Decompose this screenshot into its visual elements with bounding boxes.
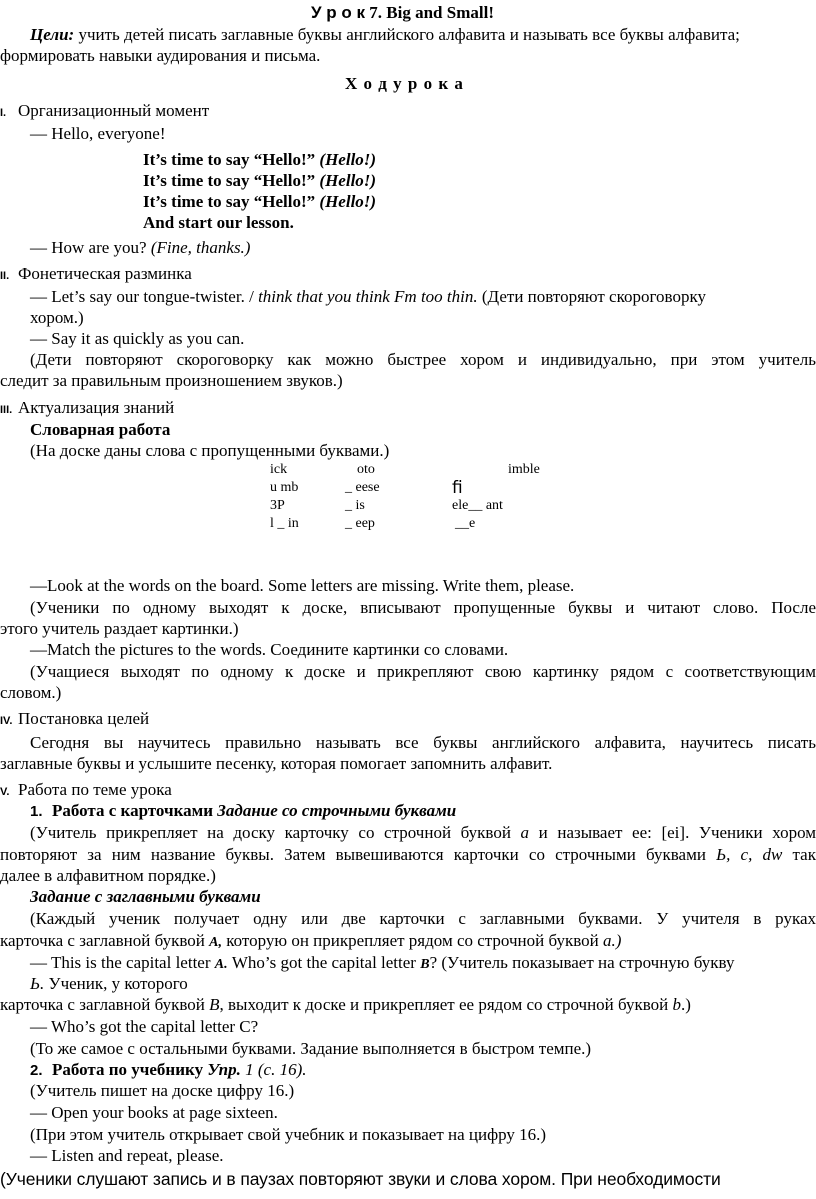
board-word: __e [455,516,476,531]
section-4-title: Постановка целей [18,709,150,728]
vocab-subtitle: Словарная работа [30,420,171,439]
tongue-twister-cont: хором.) [30,308,84,327]
capitals-line-4: Ь. Ученик, у которого [30,974,188,993]
board-word: ﬁ [452,478,463,498]
section-3-note-2-cont: словом.) [0,683,62,702]
section-5-heading [0,780,172,802]
goals-text-cont: формировать навыки аудирования и письма. [0,46,321,65]
board-word: imble [508,462,540,477]
board-word: _ eese [345,480,380,495]
section-3-note-2: (Учащиеся выходят по одному к доске и прикрепляют свою картинку рядом с соответствующим [30,662,816,681]
goals-label: Цели: [30,25,75,44]
rhyme-line-4: And start our lesson. [143,213,294,232]
capitals-line-2: карточка с заглавной буквой А, которую он прикрепляет рядом со строчной буквой а.) [0,931,622,950]
look-at-board-line: —Look at the words on the board. Some letters are missing. Write them, please. [30,576,575,595]
rhyme-line-1: It’s time to say “Hello!” (Hello!) [143,150,377,169]
lesson-heading [311,3,494,23]
board-word: l _ in [270,516,299,531]
course-title: Х о д у р о к а [345,74,464,93]
section-5-title: Работа по теме урока [18,780,172,799]
section-1-heading [0,101,209,123]
section-3-note-1: (Ученики по одному выходят к доске, вписывают пропущенные буквы и читают слово. После [30,598,816,617]
task-2-line-1: (Учитель пишет на доске цифру 16.) [30,1081,295,1100]
greeting-line: — Hello, everyone! [30,124,166,143]
section-4-text-cont: заглавные буквы и услышите песенку, которая помогает запомнить алфавит. [0,754,553,773]
section-3-title: Актуализация знаний [18,398,175,417]
task-2-line-3: (При этом учитель открывает свой учебник и показывает на цифру 16.) [30,1125,547,1144]
task-1-line-2: повторяют за ним название буквы. Затем вывешиваются карточки со строчными буквами Ь, c, dw так [0,845,816,864]
board-intro: (На доске даны слова с пропущенными буквами.) [30,441,390,460]
tongue-twister-line: — Let’s say our tongue-twister. / think that you think Fm too thin. (Дети повторяют скороговорку [30,287,706,306]
section-2-note-cont: следит за правильным произношением звуков.) [0,371,343,390]
capitals-task-title: Задание с заглавными буквами [30,887,261,906]
board-word: ick [270,462,288,477]
section-2-numeral: II. [0,270,10,282]
capitals-line-6: — Who’s got the capital letter С? [30,1017,259,1036]
lesson-title: 7. Big and Small! [369,3,494,22]
board-word: ele__ ant [452,498,503,513]
capitals-line-5: карточка с заглавной буквой В, выходит к доске и прикрепляет ее рядом со строчной буквой b.) [0,995,691,1014]
how-are-you-line: — How are you? (Fine, thanks.) [30,238,251,257]
board-word: oto [357,462,375,477]
board-word: _ eep [345,516,375,531]
section-4-numeral: IV. [0,715,13,727]
task-1-line-3: далее в алфавитном порядке.) [0,866,216,885]
section-1-numeral: I. [0,107,7,119]
board-word: _ is [345,498,365,513]
task-1-heading: 1. Работа с карточками Задание со строчными буквами [30,801,457,820]
section-3-numeral: III. [0,404,13,416]
section-5-numeral: V. [0,786,10,798]
section-4-heading [0,709,149,731]
task-2-line-2: — Open your books at page sixteen. [30,1103,278,1122]
section-2-title: Фонетическая разминка [18,264,192,283]
match-pictures-line: —Match the pictures to the words. Соедините картинки со словами. [30,640,509,659]
capitals-line-1: (Каждый ученик получает одну или две карточки с заглавными буквами. У учителя в руках [30,909,816,928]
section-2-heading [0,264,192,286]
say-quickly-line: — Say it as quickly as you can. [30,329,245,348]
goals-text: учить детей писать заглавные буквы английского алфавита и называть все буквы алфавита; [78,25,740,44]
rhyme-line-2: It’s time to say “Hello!” (Hello!) [143,171,377,190]
section-3-note-1-cont: этого учитель раздает картинки.) [0,619,239,638]
section-3-heading [0,398,174,420]
capitals-line-7: (То же самое с остальными буквами. Задание выполняется в быстром темпе.) [30,1039,592,1058]
lesson-prefix: У р о к [311,3,366,22]
task-2-line-4: — Listen and repeat, please. [30,1146,224,1165]
rhyme-line-3: It’s time to say “Hello!” (Hello!) [143,192,377,211]
task-2-line-5: (Ученики слушают запись и в паузах повторяют звуки и слова хором. При необходимости [0,1169,721,1189]
task-1-line-1: (Учитель прикрепляет на доску карточку со строчной буквой а и называет ее: [ei]. Ученики хором [30,823,816,842]
capitals-line-3: — This is the capital letter А. Who’s got the capital letter В? (Учитель показывает на строчную букву [30,953,735,972]
board-word: 3P [270,498,285,513]
task-2-heading: 2. Работа по учебнику Упр. 1 (с. 16). [30,1060,307,1079]
section-2-note: (Дети повторяют скороговорку как можно быстрее хором и индивидуально, при этом учитель [30,350,816,369]
goals-line [30,25,740,45]
board-word: u mb [270,480,299,495]
section-4-text: Сегодня вы научитесь правильно называть все буквы английского алфавита, научитесь писать [30,733,816,752]
section-1-title: Организационный момент [18,101,210,120]
